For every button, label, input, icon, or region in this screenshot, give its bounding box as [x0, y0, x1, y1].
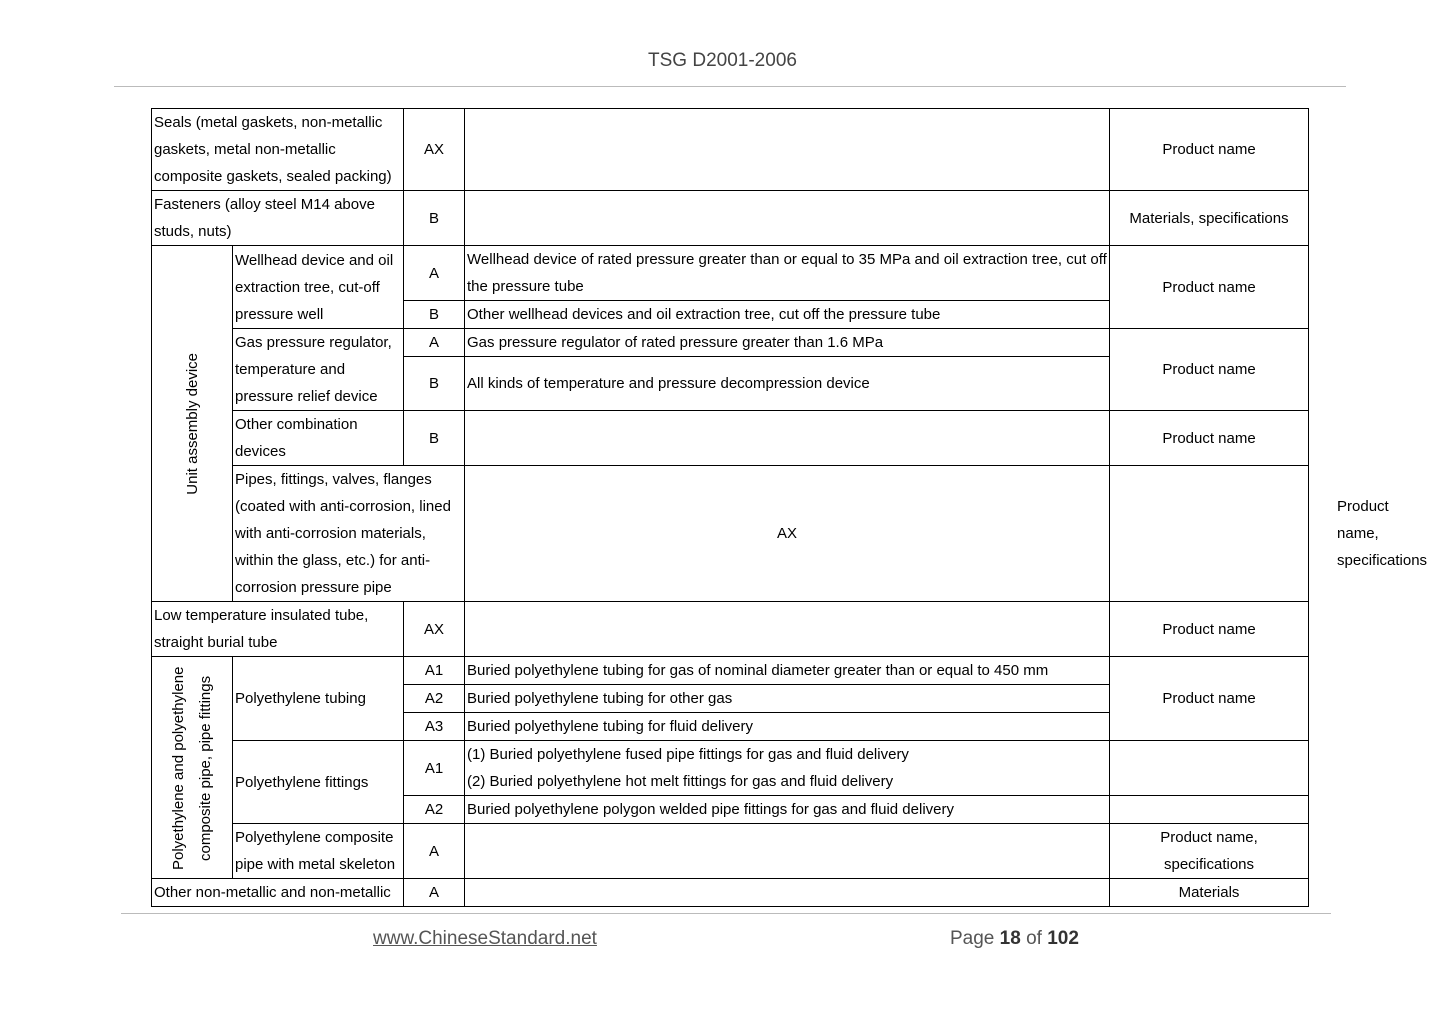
grade-cell: A2: [404, 685, 465, 713]
grade-cell: AX: [404, 109, 465, 191]
specification-table: [151, 108, 1428, 907]
table-row: [152, 191, 1309, 246]
description-cell: Gas pressure regulator of rated pressure greater than 1.6 MPa: [465, 329, 1110, 357]
grade-cell: A: [404, 879, 465, 907]
grade-cell: A1: [404, 741, 465, 796]
marking-cell: [1110, 796, 1309, 824]
page-indicator: [950, 928, 1079, 950]
website-link[interactable]: www.ChineseStandard.net: [373, 928, 597, 949]
item-name-cell: Wellhead device and oil extraction tree, cut-off pressure well: [233, 246, 404, 329]
grade-cell: B: [404, 411, 465, 466]
description-cell: [1110, 466, 1309, 602]
marking-cell: Product name: [1110, 411, 1309, 466]
table-row: Pipes, fittings, valves, flanges (coated with anti-corrosion, lined with anti-corrosion materials, within the glass, etc.) for anti-corrosion pressure pipe AX Product name, specifications: [152, 466, 1309, 602]
grade-cell: AX: [465, 466, 1110, 602]
header-divider: [114, 86, 1346, 87]
marking-cell: Product name: [1110, 602, 1309, 657]
grade-cell: B: [404, 301, 465, 329]
page-of: of: [1026, 928, 1042, 949]
description-cell: [465, 602, 1110, 657]
item-name-cell: Seals (metal gaskets, non-metallic gaskets, metal non-metallic composite gaskets, sealed packing): [152, 109, 404, 191]
item-name-cell: Polyethylene fittings: [233, 741, 404, 824]
grade-cell: B: [404, 357, 465, 411]
description-line: (1) Buried polyethylene fused pipe fittings for gas and fluid delivery: [467, 746, 909, 763]
description-line: (2) Buried polyethylene hot melt fittings for gas and fluid delivery: [467, 773, 894, 790]
grade-cell: A2: [404, 796, 465, 824]
description-cell: [465, 741, 1110, 796]
item-name-cell: Other non-metallic and non-metallic: [152, 879, 404, 907]
description-cell: [465, 824, 1110, 879]
description-cell: [465, 411, 1110, 466]
table-row: [152, 602, 1309, 657]
table-row: [152, 329, 1309, 357]
marking-cell: [1110, 741, 1309, 796]
grade-cell: A1: [404, 657, 465, 685]
table-row: [152, 741, 1309, 796]
description-cell: [465, 191, 1110, 246]
item-name-cell: Fasteners (alloy steel M14 above studs, nuts): [152, 191, 404, 246]
marking-cell: Product name, specifications: [1110, 824, 1309, 879]
item-name-cell: Polyethylene composite pipe with metal skeleton: [233, 824, 404, 879]
unit-assembly-label: Unit assembly device: [183, 352, 201, 495]
unit-assembly-group-cell: [152, 246, 233, 602]
table-row: [152, 411, 1309, 466]
description-cell: Buried polyethylene tubing for gas of nominal diameter greater than or equal to 450 mm: [465, 657, 1110, 685]
polyethylene-label: Polyethylene and polyethylene composite pipe, pipe fittings: [170, 665, 214, 870]
grade-cell: AX: [404, 602, 465, 657]
marking-cell: Materials, specifications: [1110, 191, 1309, 246]
description-cell: Wellhead device of rated pressure greater than or equal to 35 MPa and oil extraction tree, cut off the pressure tube: [465, 246, 1110, 301]
description-cell: [465, 109, 1110, 191]
grade-cell: A3: [404, 713, 465, 741]
item-name-cell: Low temperature insulated tube, straight burial tube: [152, 602, 404, 657]
table-row: [152, 879, 1309, 907]
page-total: 102: [1047, 928, 1079, 949]
marking-cell: Product name: [1110, 657, 1309, 741]
table-row: [152, 109, 1309, 191]
page-current: 18: [999, 928, 1021, 949]
grade-cell: A: [404, 329, 465, 357]
polyethylene-group-cell: [152, 657, 233, 879]
marking-cell: Product name: [1110, 246, 1309, 329]
table-row: [152, 657, 1309, 685]
table-row: [152, 824, 1309, 879]
document-header-title: TSG D2001-2006: [648, 50, 797, 71]
description-cell: Buried polyethylene polygon welded pipe fittings for gas and fluid delivery: [465, 796, 1110, 824]
description-cell: Buried polyethylene tubing for other gas: [465, 685, 1110, 713]
description-cell: [465, 879, 1110, 907]
item-name-cell: Polyethylene tubing: [233, 657, 404, 741]
item-name-cell: Gas pressure regulator, temperature and pressure relief device: [233, 329, 404, 411]
table-row: [152, 246, 1309, 301]
description-cell: All kinds of temperature and pressure decompression device: [465, 357, 1110, 411]
item-name-cell: Pipes, fittings, valves, flanges (coated with anti-corrosion, lined with anti-corrosion materials, within the glass, etc.) for anti-corrosion pressure pipe: [233, 466, 465, 602]
item-name-cell: Other combination devices: [233, 411, 404, 466]
description-cell: Buried polyethylene tubing for fluid delivery: [465, 713, 1110, 741]
footer-divider: [121, 913, 1331, 914]
grade-cell: B: [404, 191, 465, 246]
grade-cell: A: [404, 246, 465, 301]
grade-cell: A: [404, 824, 465, 879]
marking-cell: Product name: [1110, 329, 1309, 411]
page-prefix: Page: [950, 928, 995, 949]
marking-cell: Product name: [1110, 109, 1309, 191]
marking-cell: Materials: [1110, 879, 1309, 907]
description-cell: Other wellhead devices and oil extraction tree, cut off the pressure tube: [465, 301, 1110, 329]
